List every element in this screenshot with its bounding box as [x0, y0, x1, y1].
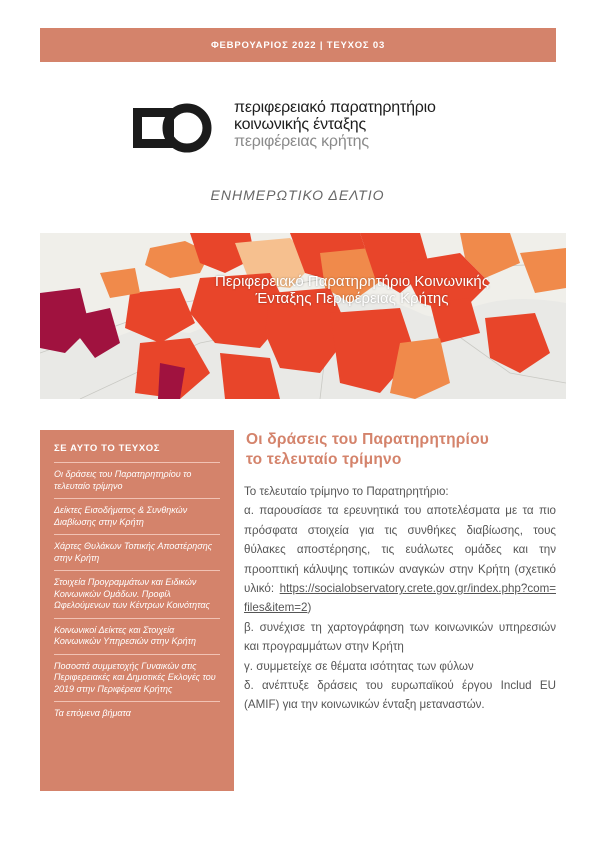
- banner-title-line-2: Ένταξης Περιφέρειας Κρήτης: [255, 290, 449, 307]
- logo-text: [234, 99, 436, 150]
- article-item-a: [244, 501, 556, 617]
- article-intro: Το τελευταίο τρίμηνο το Παρατηρητήριο:: [244, 485, 449, 498]
- article-item-b: β. συνέχισε τη χαρτογράφηση των κοινωνικών υπηρεσιών και προγραμμάτων στην Κρήτη: [244, 620, 556, 654]
- contents-item[interactable]: Ποσοστά συμμετοχής Γυναικών στις Περιφερειακές και Δημοτικές Εκλογές του 2019 στην Περιφέρεια Κρήτης: [54, 655, 220, 703]
- article-title: [244, 430, 556, 470]
- contents-item[interactable]: Στοιχεία Προγραμμάτων και Ειδικών Κοινωνικών Ομάδων. Προφίλ Ωφελούμενων των Κέντρων Κοινότητας: [54, 571, 220, 619]
- newsletter-label: ΕΝΗΜΕΡΩΤΙΚΟ ΔΕΛΤΙΟ: [210, 187, 385, 203]
- item-a-close: ): [307, 601, 312, 615]
- materials-link[interactable]: https://socialobservatory.crete.gov.gr/index.php?com=files&item=2: [244, 582, 556, 615]
- logo-line-1: περιφερειακό παρατηρητήριο: [234, 99, 436, 116]
- contents-item[interactable]: Τα επόμενα βήματα: [54, 708, 131, 718]
- article-title-line-1: Οι δράσεις του Παρατηρητηρίου: [246, 431, 489, 448]
- article-observatory-actions: [244, 430, 556, 715]
- banner-title: [152, 273, 552, 307]
- contents-item[interactable]: Δείκτες Εισοδήματος & Συνθηκών Διαβίωσης στην Κρήτη: [54, 499, 220, 535]
- contents-item[interactable]: Κοινωνικοί Δείκτες και Στοιχεία Κοινωνικών Υπηρεσιών στην Κρήτη: [54, 619, 220, 655]
- sidebar-heading: ΣΕ ΑΥΤΟ ΤΟ ΤΕΥΧΟΣ: [54, 443, 220, 463]
- logo-mark-icon: [128, 100, 214, 156]
- observatory-logo: [128, 100, 436, 156]
- article-item-c: γ. συμμετείχε σε θέματα ισότητας των φύλων: [244, 659, 474, 673]
- article-title-line-2: το τελευταίο τρίμηνο: [246, 451, 402, 468]
- logo-line-3: περιφέρειας κρήτης: [234, 133, 369, 150]
- header-bar: [40, 28, 556, 62]
- article-item-d: δ. ανέπτυξε δράσεις του ευρωπαϊκού έργου Includ EU (AMIF) για την κοινωνικών ένταξη μεταναστών.: [244, 679, 556, 712]
- contents-list: [40, 463, 234, 726]
- contents-item[interactable]: Χάρτες Θυλάκων Τοπικής Αποστέρησης στην Κρήτη: [54, 535, 220, 571]
- banner-title-line-1: Περιφερειακό Παρατηρητήριο Κοινωνικής: [215, 273, 489, 290]
- contents-item[interactable]: Οι δράσεις του Παρατηρητηρίου το τελευταίο τρίμηνο: [54, 463, 220, 499]
- deprivation-map-graphic: [40, 233, 566, 399]
- issue-line: ΦΕΒΡΟΥΑΡΙΟΣ 2022 | ΤΕΥΧΟΣ 03: [210, 39, 386, 51]
- issue-contents-sidebar: [40, 430, 234, 791]
- banner-map-image: [40, 233, 566, 399]
- item-a-text: α. παρουσίασε τα ερευνητικά του αποτελέσματα με τα πιο πρόσφατα στοιχεία για τις συνθήκες διαβίωσης, τους θύλακες αποστέρησης, τις ευάλωτες ομάδες και την προοπτική κάλυψης τοπικών αναγκών στην Κρήτη (σχετικό υλικό:: [244, 504, 556, 596]
- logo-line-2: κοινωνικής ένταξης: [234, 116, 367, 133]
